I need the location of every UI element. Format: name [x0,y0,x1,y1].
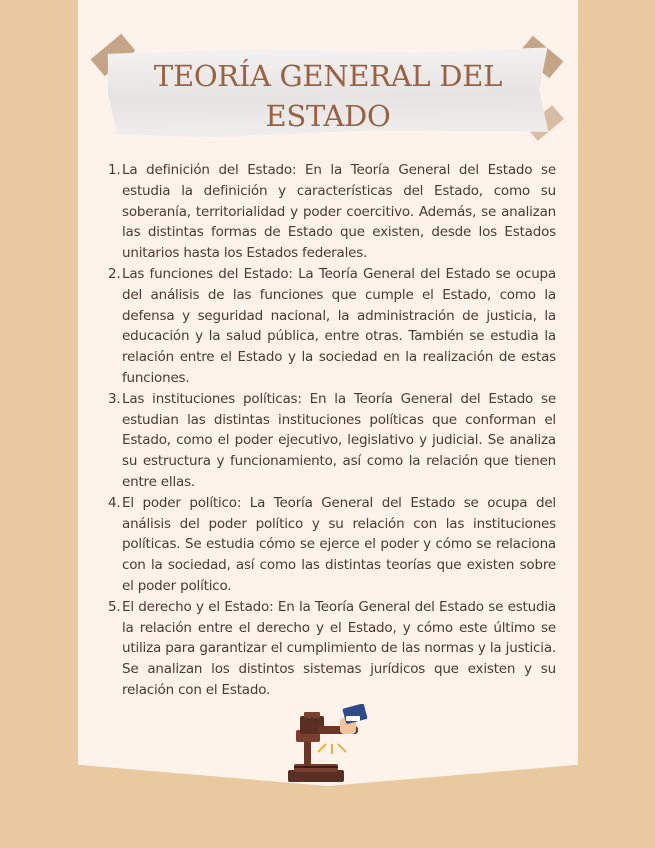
list-item [108,493,556,597]
list-item-number: 3. [108,390,121,407]
list-item [108,160,556,264]
gavel-icon [282,704,372,784]
list-item [108,264,556,389]
list-item-number: 1. [108,162,121,178]
list-item-text: El poder político: La Teoría General del Estado se ocupa del análisis del poder político y su relación con las instituciones políticas. Se estudia cómo se ejerce el poder y cómo se relaciona con la sociedad, así como las distintas teorías que existen sobre el poder político. [122,494,556,594]
list-item-number: 5. [108,598,121,615]
list-item-text: Las instituciones políticas: En la Teoría General del Estado se estudian las distintas instituciones políticas que conforman el Estado, como el poder ejecutivo, legislativo y judicial. Se analiza su estructura y funcionamiento, así como la relación que tienen entre ellas. [122,390,556,490]
list-item [108,389,556,493]
list-item [108,597,556,701]
list-item-text: La definición del Estado: En la Teoría General del Estado se estudia la definición y características del Estado, como su soberanía, territorialidad y poder coercitivo. Además, se analizan las distintas formas de Estado que existen, desde los Estados unitarios hasta los Estados federales. [122,162,556,262]
list-item-number: 2. [108,265,121,282]
list-item-number: 4. [108,494,121,511]
page-title: TEORÍA GENERAL DEL ESTADO [153,59,503,133]
list-item-text: Las funciones del Estado: La Teoría General del Estado se ocupa del análisis de las funciones que cumple el Estado, como la defensa y seguridad nacional, la administración de justicia, la educación y la salud pública, entre otras. También se estudia la relación entre el Estado y la sociedad en la realización de estas funciones. [122,265,556,386]
list-item-text: El derecho y el Estado: En la Teoría General del Estado se estudia la relación entre el derecho y el Estado, y cómo este último se utiliza para garantizar el cumplimiento de las normas y la justicia. Se analizan los distintos sistemas jurídicos que existen y su relación con el Estado. [122,598,556,698]
topic-list [108,160,556,701]
